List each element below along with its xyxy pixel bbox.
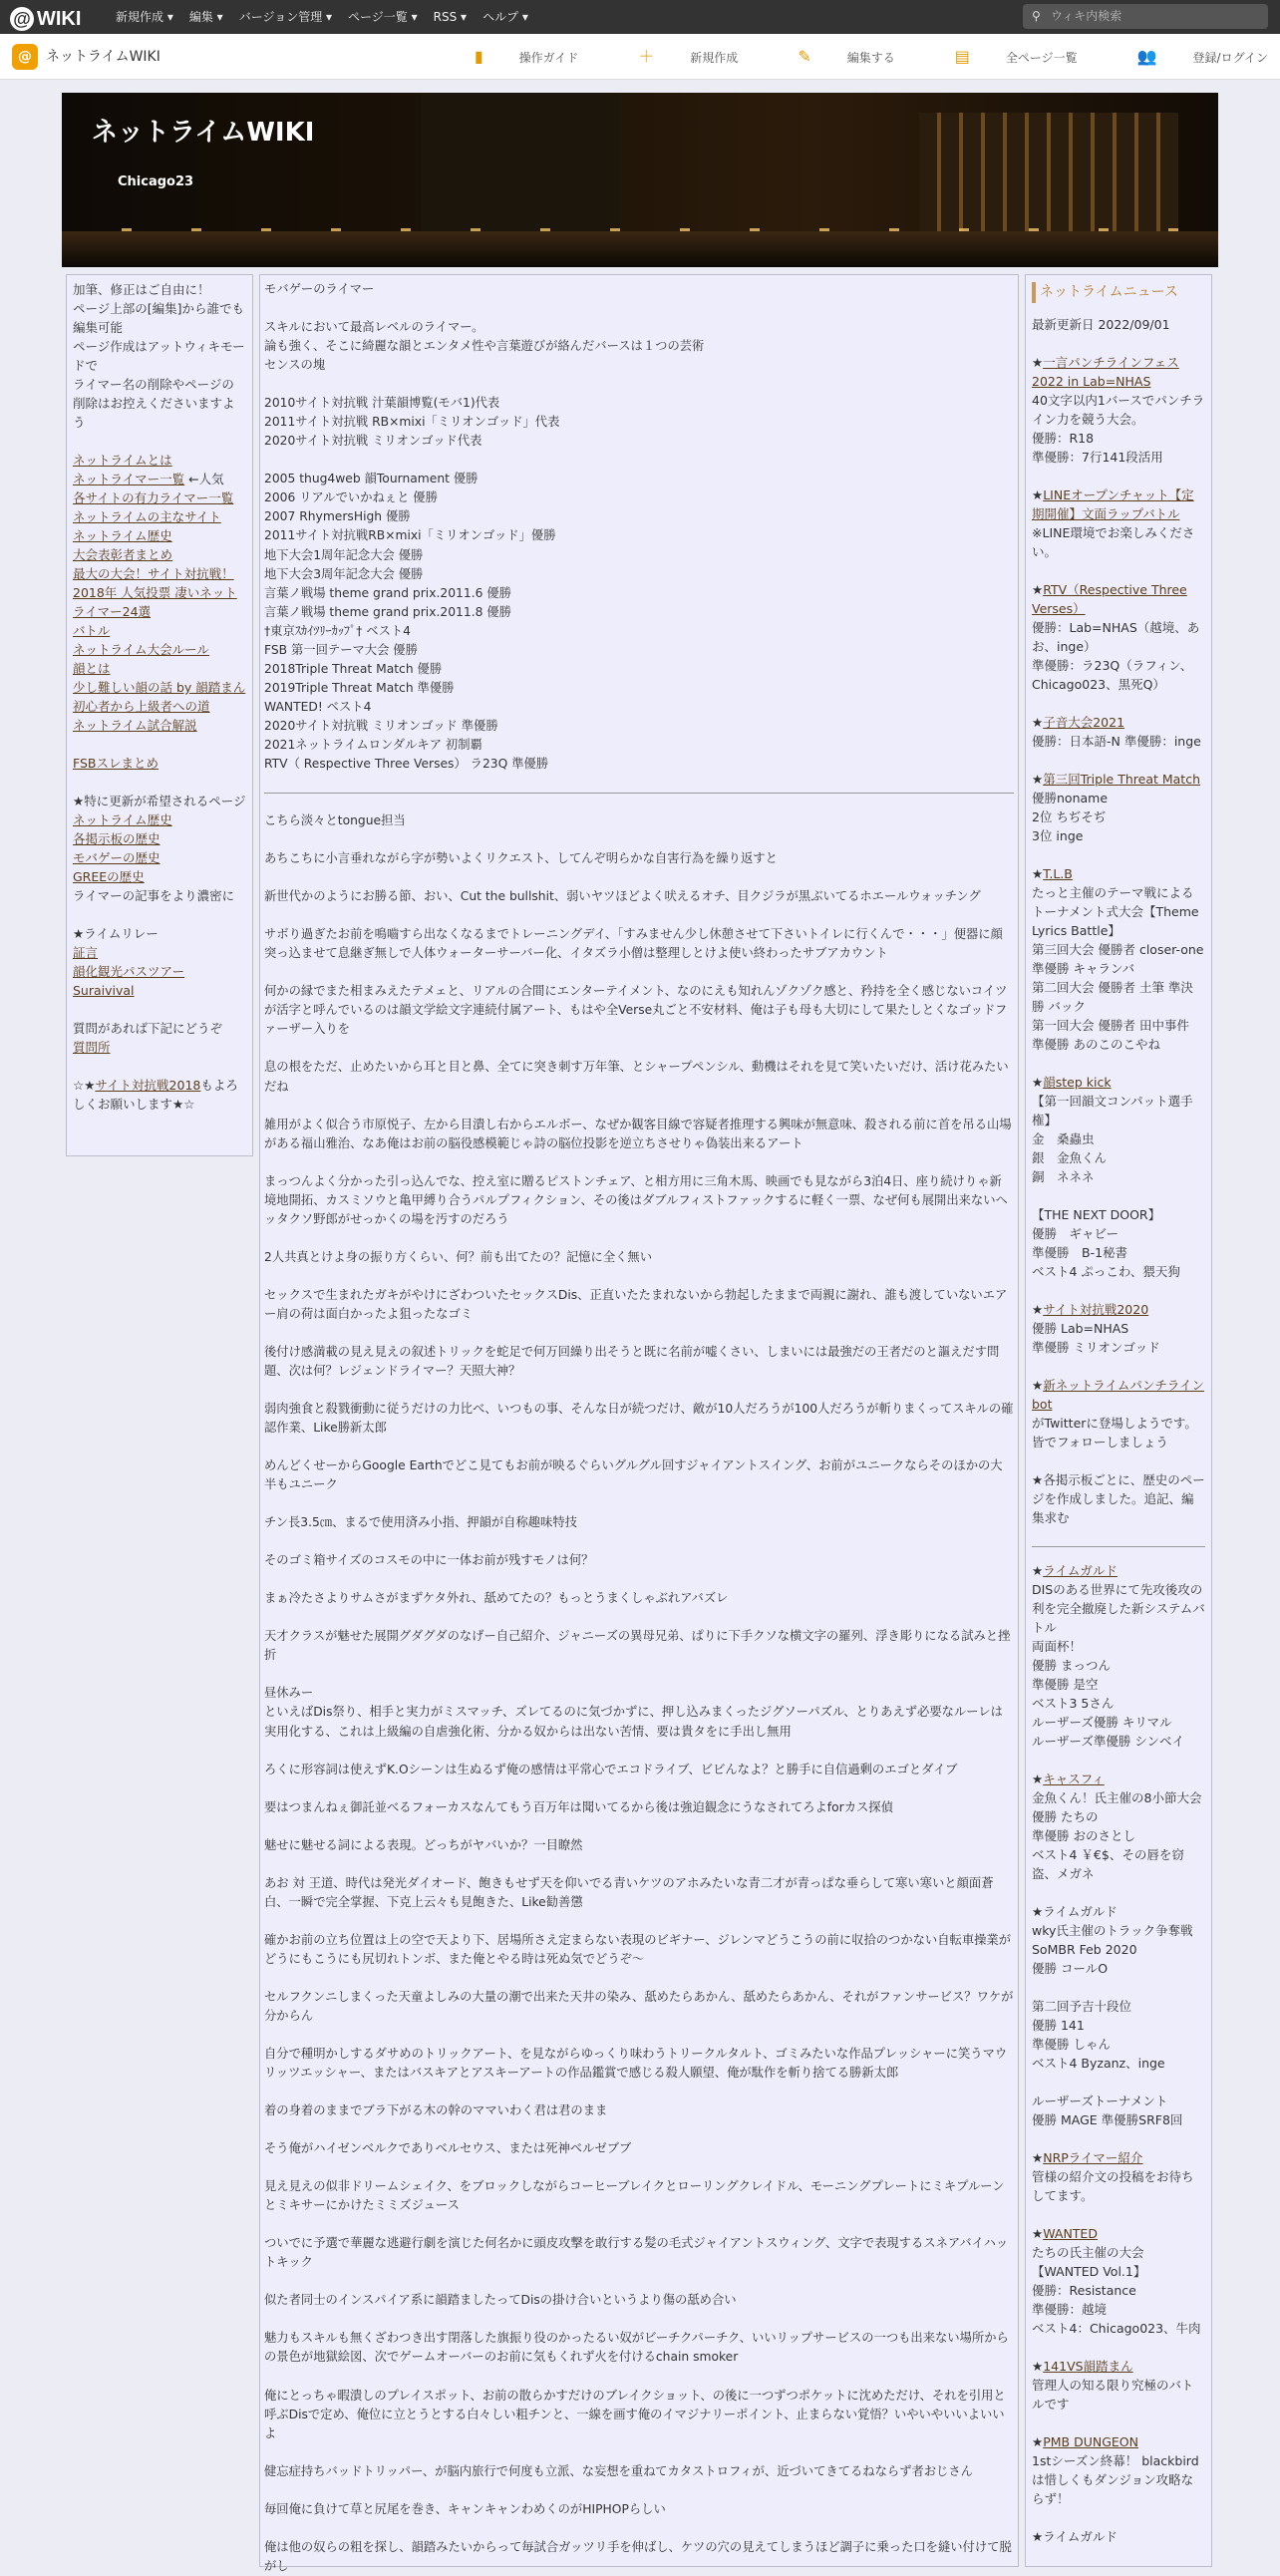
verse-paragraph: 健忘症持ちバッドトリッパー、が脳内旅行で何度も立派、な妄想を重ねてカタストロフィが、近づいてきてるねならず者おじさん — [264, 2463, 973, 2478]
new-page-button[interactable]: ＋ 新規作成 — [578, 34, 738, 80]
verse-paragraph: チン長3.5㎝、まるで使用済み小指、押韻が自称趣味特技 — [264, 1515, 577, 1530]
book-icon: ▮ — [474, 47, 483, 66]
verse-paragraph: 新世代かのようにお勝る節、おい、Cut the bullshit、弱いヤツほどよく吠えるオチ、目クジラが黒ぶいてるホエールウォッチング — [264, 889, 981, 904]
login-button[interactable]: 👥 登録/ログイン — [1078, 34, 1268, 80]
news-line: たちの氏主催の大会【WANTED Vol.1】 — [1032, 2245, 1146, 2280]
news-star: ★ — [1032, 866, 1044, 882]
news-line: 準優勝 是空 — [1032, 1677, 1099, 1693]
menu-edit[interactable]: 編集 ▾ — [188, 10, 223, 24]
left-nav-link[interactable]: ネットライムの主なサイト — [73, 509, 221, 524]
menu-help[interactable]: ヘルプ ▾ — [482, 10, 528, 24]
news-item-title — [1032, 2432, 1205, 2451]
representative-line: 2020サイト対抗戦 ミリオンゴッド代表 — [264, 434, 482, 449]
news-line: 金魚くん！氏主催の8小節大会 — [1032, 1790, 1202, 1806]
news-line: 準優勝：ラ23Q（ラフィン、Chicago023、黒死Q） — [1032, 658, 1193, 693]
left-intro-line: ライマー名の削除やページの削除はお控えくださいますよう — [73, 377, 235, 430]
verse-paragraph: ついでに予選で華麗な逃避行劇を演じた何名かに頭皮攻撃を敢行する髪の毛式ジャイアントスウィング、文字で表現するスネアバイハットキック — [264, 2236, 1009, 2270]
news-item — [1032, 1770, 1205, 1883]
verse-paragraph: 要はつまんねぇ御託並べるフォーカスなんてもう百万年は聞いてるから後は強迫観念にうなされてろよforカス探偵 — [264, 1799, 893, 1814]
news-star: ★ — [1032, 1563, 1044, 1579]
verse-paragraph: サボり過ぎたお前を鳴嚙すら出なくなるまでトレーニングデイ、「すみません少し休憩させて下さいトイレに行くんで・・・」便器に顔突っ込ませて息継ぎ無しで人体ウォーターサーバー化、イタズラ小僧は整理しとけよ使い終わったサブアカウント — [264, 927, 1003, 961]
news-star: ★ — [1032, 1302, 1044, 1318]
news-item — [1032, 2148, 1205, 2205]
news-line: 【THE NEXT DOOR】 — [1032, 1207, 1161, 1223]
achievement-line: RTV（ Respective Three Verses） ラ23Q 準優勝 — [264, 757, 549, 772]
verse-paragraph: 天才クラスが魅せた展開グダグダのなげー自己紹介、ジャニーズの異母兄弟、ぱりに下手クソな横文字の羅列、浮き彫りになる試みと挫折 — [264, 1629, 1011, 1663]
footer-link[interactable]: サイト対抗戦2018 — [95, 1078, 201, 1093]
news-item — [1032, 1073, 1205, 1281]
verse-paragraph: ろくに形容詞は使えずK.Oシーンは生ぬるず俺の感情は平常心でエコドライブ、ビビんなよ？と勝手に自信過剰のエゴとダイブ — [264, 1762, 958, 1776]
left-nav-link[interactable]: 少し難しい韻の話 by 韻踏まん — [73, 680, 246, 695]
news-list-secondary — [1032, 1561, 1205, 2546]
news-line: ルーザーズ準優勝 シンベイ — [1032, 1734, 1185, 1750]
intro-line: 論も強く、そこに綺麗な韻とエンタメ性や言葉遊びが絡んだバースは１つの芸術 — [264, 339, 705, 354]
wiki-search-input[interactable]: ⚲ ウィキ内検索 — [1023, 4, 1268, 29]
wanted-note: ライマーの記事をより濃密に — [73, 888, 235, 903]
news-star: ★ — [1032, 2226, 1044, 2242]
achievement-line: 2005 thug4web 韻Tournament 優勝 — [264, 472, 479, 486]
verse-paragraph: 着の身着のままでブラ下がる木の幹のママいわく君は君のまま — [264, 2103, 608, 2118]
left-nav-link[interactable]: ネットライマー一覧 — [73, 472, 185, 486]
verse-paragraph: あちこちに小言垂れながら字が勢いよくリクエスト、してんぞ明らかな自害行為を繰り返すと — [264, 851, 778, 866]
site-title[interactable]: @ ネットライムWIKI — [12, 44, 160, 70]
top-navigation-bar — [0, 0, 1280, 34]
footer-post: もよろしくお願いします★☆ — [73, 1078, 238, 1112]
news-item-title — [1032, 713, 1205, 732]
banner-ground — [62, 231, 1218, 267]
verse-paragraph: 確かお前の立ち位置は上の空で天より下、居場所さえ定まらない表現のビギナー、ジレンマどうこうの前に収拾のつかない自転車操業がどうにもこうにも尻切れトンボ、また俺とやる時は死ぬ気でどうぞ～ — [264, 1932, 1012, 1966]
news-line: 優勝 たちの — [1032, 1809, 1099, 1825]
left-nav-note: ←人気 — [188, 472, 224, 486]
news-star: ★ — [1032, 1771, 1044, 1787]
news-item — [1032, 2527, 1205, 2546]
intro-line: スキルにおいて最高レベルのライマー。 — [264, 320, 484, 335]
site-logo-icon: @ — [12, 44, 38, 70]
news-line: ベスト4 Byzanz、inge — [1032, 2056, 1165, 2072]
news-line: ルーザーズ優勝 キリマル — [1032, 1715, 1172, 1731]
news-item — [1032, 485, 1205, 561]
news-line: DISのある世界にて先攻後攻の利を完全撤廃した新システムバトル — [1032, 1582, 1205, 1636]
news-updated: 最新更新日 2022/09/01 — [1032, 317, 1170, 333]
achievement-line: WANTED! ベスト4 — [264, 699, 372, 714]
news-star: ★ — [1032, 487, 1044, 503]
news-item — [1032, 1300, 1205, 1357]
verse-paragraph: 毎回俺に負けて草と尻尾を巻き、キャンキャンわめくのがHIPHOPらしい — [264, 2501, 666, 2516]
news-line: 優勝noname — [1032, 791, 1109, 806]
news-line: 金 桑蟲虫 — [1032, 1131, 1095, 1147]
verse-paragraph: 自分で種明かしするダサめのトリックアート、を見ながらゆっくり味わうトリークルタルト、ゴミみたいな作品プレッシャーに笑うマウリッツエッシャー、またはバスキアとアスキーアートの作品鑑賞で感じる殺人願望、俺が駄作を斬り捨てる勝新太郎 — [264, 2047, 1008, 2081]
achievement-line: 2011サイト対抗戦RB×mixi「ミリオンゴッド」優勝 — [264, 528, 556, 543]
news-line: 準優勝：越境 — [1032, 2302, 1108, 2318]
news-line: 優勝 コールO — [1032, 1961, 1109, 1977]
news-line: 優勝 ギャビー — [1032, 1226, 1120, 1242]
verse-paragraph: まっつんよく分かった引っ込んでな、控え室に贈るピストンチェア、と相方用に三角木馬、映画でも見ながら3泊4日、座り続けりゃ新境地開拓、カスミソウと亀甲縛り合うパルプフィクション、その後はダブルフィストファックするに軽く一票、なぜ何も展開出来ないヘッタクソ野郎がせっかくの場を汚すのだろう — [264, 1173, 1008, 1226]
representative-line: 2011サイト対抗戦 RB×mixi「ミリオンゴッド」代表 — [264, 415, 560, 430]
achievement-line: FSB 第一回テーマ大会 優勝 — [264, 642, 418, 657]
news-item — [1032, 1902, 1205, 2129]
wanted-link[interactable]: ネットライム歴史 — [73, 812, 172, 827]
news-star: ★ — [1032, 355, 1044, 371]
left-nav-link[interactable]: 初心者から上級者への道 — [73, 699, 210, 714]
news-line: ベスト4：Chicago023、牛肉 — [1032, 2321, 1201, 2337]
news-item — [1032, 353, 1205, 467]
atwiki-logo[interactable]: @ WIKI — [10, 4, 81, 35]
news-line: 第二回予吉十段位 — [1032, 1999, 1132, 2015]
verse-paragraph: 魅せに魅せる詞による表現。どっちがヤバいか？一目瞭然 — [264, 1837, 583, 1852]
site-heading: ネットライムWIKI — [92, 118, 315, 148]
plus-icon: ＋ — [638, 47, 655, 66]
news-line: ★ライムガルド — [1032, 1904, 1118, 1920]
wanted-heading: ★特に更新が希望されるページ — [73, 794, 246, 808]
achievement-line: 2021ネットライムロンダルキア 初制覇 — [264, 737, 482, 752]
main-content — [259, 274, 1019, 2573]
news-item-title — [1032, 1300, 1205, 1319]
news-link[interactable]: 新ネットライムパンチラインbot — [1032, 1378, 1204, 1413]
left-intro-line: ページ上部の[編集]から誰でも編集可能 — [73, 301, 245, 335]
news-item-title — [1032, 2148, 1205, 2167]
wanted-link[interactable]: 各掲示板の歴史 — [73, 831, 160, 846]
news-link[interactable]: PMB DUNGEON — [1043, 2434, 1138, 2450]
news-line: 準優勝 しゃん — [1032, 2037, 1111, 2053]
news-line: 準優勝 B-1秘書 — [1032, 1245, 1128, 1261]
wanted-link[interactable]: モバゲーの歴史 — [73, 850, 160, 865]
news-link[interactable]: 子音大会2021 — [1043, 715, 1125, 731]
verse-paragraph: 息の根をただ、止めたいから耳と目と鼻、全てに突き刺す万年筆、とシャープペンシル、動機はそれを見て笑いたいだけ、活け花みたいだね — [264, 1060, 1009, 1094]
news-line: がTwitterに登場しようです。皆でフォローしましょう — [1032, 1416, 1197, 1450]
verse-paragraph: 後付け感満載の見え見えの叙述トリックを蛇足で何万回繰り出そうと既に名前が嘘くさい、しまいには最強だの王者だのと謳えだす問題、次は何？レジェンドライマー？天照大神？ — [264, 1344, 1000, 1378]
left-nav-item — [73, 470, 246, 488]
verses-block — [264, 811, 1014, 2576]
top-menu — [108, 0, 536, 34]
news-line: 銀 金魚くん — [1032, 1150, 1108, 1166]
news-item-title — [1032, 1376, 1205, 1414]
news-line: 銅 ネネネ — [1032, 1169, 1095, 1185]
footer-pre: ☆★ — [73, 1078, 96, 1093]
news-item-title — [1032, 485, 1205, 523]
left-menu — [66, 274, 253, 1156]
fsb-link[interactable]: FSBスレまとめ — [73, 756, 159, 771]
question-link[interactable]: 質問所 — [73, 1040, 111, 1055]
verse-paragraph: そのゴミ箱サイズのコスモの中に一体お前が残すモノは何？ — [264, 1553, 594, 1568]
left-nav-link[interactable]: 大会表彰者まとめ — [73, 547, 173, 562]
news-star: ★ — [1032, 2434, 1044, 2450]
page-title: モバゲーのライマー — [264, 282, 375, 296]
news-line: 優勝：R18 — [1032, 431, 1095, 447]
site-toolbar — [0, 34, 1280, 80]
site-header-banner — [62, 93, 1218, 267]
news-star: ★ — [1032, 1378, 1044, 1394]
news-line: たっと主催のテーマ戦によるトーナメント式大会【Theme Lyrics Battle】 — [1032, 885, 1199, 939]
achievement-line: †東京ｽｶｲﾂﾘｰｶｯﾌﾟ† ベスト4 — [264, 623, 411, 638]
news-list — [1032, 353, 1205, 1527]
left-nav-link[interactable]: ネットライム大会ルール — [73, 642, 209, 657]
left-footer — [73, 1076, 246, 1114]
pencil-icon: ✎ — [798, 47, 811, 66]
banner-building-windows — [919, 113, 1178, 232]
left-relay — [73, 924, 246, 1000]
left-nav — [73, 451, 246, 735]
news-line: 優勝 141 — [1032, 2018, 1085, 2034]
news-item-title — [1032, 1073, 1205, 1092]
verse-paragraph: めんどくせーからGoogle Earthでどこ見てもお前が映るぐらいグルグル回すジャイアントスイング、お前がユニークならそのほかの大半もユニーク — [264, 1458, 1003, 1492]
news-line — [1032, 1978, 1205, 1997]
news-line: 2位 ちぢそぢ — [1032, 809, 1107, 825]
relay-link[interactable]: Suraivival — [73, 983, 135, 998]
menu-version[interactable]: バージョン管理 ▾ — [238, 10, 333, 24]
news-line — [1032, 1186, 1205, 1205]
verse-paragraph: こちら淡々とtongue担当 — [264, 813, 406, 828]
news-item — [1032, 770, 1205, 845]
news-line: 優勝：日本語-N 準優勝：inge — [1032, 734, 1201, 750]
news-line: 優勝 Lab=NHAS — [1032, 1321, 1129, 1337]
left-wanted-updates — [73, 792, 246, 905]
achievement-line: 地下大会1周年記念大会 優勝 — [264, 547, 424, 562]
left-nav-link[interactable]: バトル — [73, 623, 111, 638]
representative-line: 2010サイト対抗戦 汁葉韻博覧(モバ1)代表 — [264, 396, 500, 411]
news-line: ベスト4 ぷっこわ、猥天狗 — [1032, 1264, 1180, 1280]
news-star: ★ — [1032, 715, 1044, 731]
verse-paragraph: 2人共真とけよ身の振り方くらい、何？前も出てたの？記憶に全く無い — [264, 1249, 653, 1264]
verse-paragraph: 雑用がよく似合う市原悦子、左から目潰し右からエルボー、なぜか観客目線で容疑者推理する興味が無意味、殺される前に首を吊る山場がある福山雅治、なあ俺はお前の脳役感模範じゃ詩の脳位投影を逆立ちさせりゃ偽装出来るアート — [264, 1117, 1012, 1150]
news-link[interactable]: 韻step kick — [1043, 1075, 1112, 1091]
news-star: ★ — [1032, 772, 1044, 788]
achievement-line: 2006 リアルでいかねぇと 優勝 — [264, 490, 438, 505]
verse-paragraph: 昼休みー といえばDis祭り、相手と実力がミスマッチ、ズレてるのに気づかずに、押し込みまくったジグソーパズル、とりあえず必要なルーレは実用化する、これは上級編の自虐強化術、分かる奴からは出ない苦情、要は貴タをに手出し無用 — [264, 1686, 1003, 1739]
search-icon: ⚲ — [1032, 9, 1041, 23]
news-item-title — [1032, 353, 1205, 391]
news-line: ★各掲示板ごとに、歴史のページを作成しました。追記、編集求む — [1032, 1472, 1205, 1526]
achievement-line: 2007 RhymersHigh 優勝 — [264, 509, 411, 524]
news-link[interactable]: 141VS韻踏まん — [1043, 2359, 1133, 2375]
news-item — [1032, 2432, 1205, 2508]
menu-rss[interactable]: RSS ▾ — [433, 10, 468, 24]
news-item — [1032, 1376, 1205, 1451]
relay-link[interactable]: 韻化観光パスツアー — [73, 964, 185, 979]
news-line: 準優勝 ミリオンゴッド — [1032, 1340, 1160, 1356]
achievement-line: 2020サイト対抗戦 ミリオンゴッド 準優勝 — [264, 718, 498, 733]
news-item — [1032, 580, 1205, 694]
news-line: ベスト3 5さん — [1032, 1696, 1115, 1712]
news-star: ★ — [1032, 2150, 1044, 2166]
news-item-title — [1032, 1561, 1205, 1580]
achievement-line: 2018Triple Threat Match 優勝 — [264, 661, 443, 676]
news-link[interactable]: キャスフィ — [1043, 1771, 1105, 1787]
achievement-line: 地下大会3周年記念大会 優勝 — [264, 566, 424, 581]
news-link[interactable]: LINEオープンチャット【定期開催】文面ラップバトル — [1032, 487, 1194, 522]
news-line — [1032, 2073, 1205, 2092]
news-link[interactable]: サイト対抗戦2020 — [1043, 1302, 1149, 1318]
news-line: 準優勝 おのさとし — [1032, 1828, 1135, 1844]
verse-paragraph: 似た者同士のインスパイア系に韻踏ましたってDisの掛け合いというより傷の舐め合い — [264, 2293, 737, 2308]
banner-building — [421, 93, 620, 232]
verse-paragraph: そう俺がハイゼンベルクでありベルセウス、または死神ベルゼブブ — [264, 2141, 632, 2156]
news-line: 優勝 まっつん — [1032, 1658, 1111, 1674]
verse-paragraph: 魅力もスキルも無くざわつき出す閉落した旗振り役のかったるい奴がビーチクパーチク、いいリップサービスの一つも出来ない場所からの景色が地獄絵図、次でゲームオーバーのお前に気もくれず火を付けるchain smoker — [264, 2331, 1009, 2365]
news-star: ★ — [1032, 582, 1044, 598]
news-link[interactable]: RTV（Respective Three Verses） — [1032, 582, 1187, 617]
left-fsb — [73, 754, 246, 773]
news-item — [1032, 1561, 1205, 1751]
news-item-title — [1032, 2357, 1205, 2376]
verse-paragraph: あお 対 王道、時代は発光ダイオード、飽きもせず天を仰いでる青いケツのアホみたいな青二才が青っぱな垂らして寒い寒いと顔面蒼白、一瞬で完全掌握、下克上云々も見飽きた、Like勧善懲 — [264, 1875, 994, 1909]
news-link[interactable]: 第三回Triple Threat Match — [1043, 772, 1200, 788]
achievements-block — [264, 470, 1014, 774]
achievement-line: 言葉ノ戦場 theme grand prix.2011.6 優勝 — [264, 585, 511, 600]
guide-button[interactable]: ▮ 操作ガイド — [415, 34, 578, 80]
menu-new[interactable]: 新規作成 ▾ — [116, 10, 173, 24]
section-divider — [264, 793, 1014, 794]
news-item — [1032, 864, 1205, 1054]
question-text: 質問があれば下記にどうぞ — [73, 1021, 223, 1036]
news-item — [1032, 713, 1205, 751]
left-nav-link[interactable]: ネットライムとは — [73, 453, 172, 468]
news-line: wky氏主催のトラック争奪戦SoMBR Feb 2020 — [1032, 1923, 1193, 1958]
news-line: ★ライムガルド — [1032, 2529, 1118, 2545]
left-nav-link[interactable]: ネットライム試合解説 — [73, 718, 197, 733]
news-item — [1032, 2357, 1205, 2414]
left-intro-line: 加筆、修正はご自由に！ — [73, 282, 210, 297]
site-subheading: Chicago23 — [118, 174, 194, 189]
right-menu — [1025, 274, 1212, 2567]
users-icon: 👥 — [1136, 47, 1157, 66]
news-line: 優勝 MAGE 準優勝SRF8回 — [1032, 2112, 1183, 2128]
news-line: 管理人の知る限り究極のバトルです — [1032, 2378, 1194, 2413]
news-item — [1032, 1470, 1205, 1527]
news-item-title — [1032, 1770, 1205, 1788]
news-link[interactable]: 一言パンチラインフェス2022 in Lab=NHAS — [1032, 355, 1179, 390]
news-line: 両面杯！ — [1032, 1639, 1083, 1655]
news-line: 準優勝：7行141段活用 — [1032, 450, 1163, 466]
news-heading: ネットライムニュース — [1032, 282, 1205, 303]
news-item-title — [1032, 580, 1205, 618]
news-item-title — [1032, 770, 1205, 789]
news-line: ※LINE環境でお楽しみください。 — [1032, 525, 1195, 560]
verse-paragraph: 俺は他の奴らの粗を探し、韻踏みたいからって毎試合ガッツリ手を伸ばし、ケツの穴の見えてしまうほど調子に乗った口を縫い付けて脱がし — [264, 2539, 1012, 2573]
news-line: 3位 inge — [1032, 828, 1084, 844]
news-line: ルーザーズトーナメント — [1032, 2093, 1168, 2109]
news-line: 40文字以内1バースでパンチライン力を競う大会。 — [1032, 393, 1205, 428]
menu-pages[interactable]: ページ一覧 ▾ — [348, 10, 418, 24]
edit-button[interactable]: ✎ 編集する — [738, 34, 894, 80]
document-icon: ▤ — [954, 47, 970, 66]
verse-paragraph: まぁ冷たさよりサムさがまずケタ外れ、舐めてたの？もっとうまくしゃぶれアバズレ — [264, 1591, 729, 1606]
news-line: 管様の紹介文の投稿をお待ちしてます。 — [1032, 2169, 1194, 2204]
news-item-title — [1032, 864, 1205, 883]
news-item-title — [1032, 2224, 1205, 2243]
left-nav-link[interactable]: ネットライム歴史 — [73, 528, 172, 543]
left-nav-link[interactable]: 韻とは — [73, 661, 111, 676]
left-question — [73, 1019, 246, 1057]
news-line: 第二回大会 優勝者 土筆 準決勝 バック — [1032, 980, 1193, 1015]
news-star: ★ — [1032, 1075, 1044, 1091]
all-pages-button[interactable]: ▤ 全ページ一覧 — [895, 34, 1078, 80]
news-line: ベスト4 ￥€$、その唇を窃盗、メガネ — [1032, 1847, 1184, 1882]
news-star: ★ — [1032, 2359, 1044, 2375]
left-intro — [73, 280, 246, 432]
news-link[interactable]: WANTED — [1043, 2226, 1098, 2242]
verse-paragraph: 俺にとっちゃ暇潰しのプレイスポット、お前の散らかすだけのブレイクショット、の後に一つずつポケットに沈めただけ、それを引用と呼ぶDisで定め、俺位に立とうとする白々しい粗チンと、一線を画す俺のイマジナリーポイント、止まらない覚悟？いやいやいいよいいよ — [264, 2388, 1006, 2440]
verse-paragraph: セルフクンニしまくった天童よしみの大量の潮で出来た天井の染み、舐めたらあかん、舐めたらあかん、それがファンサービス？ワケが分からん — [264, 1989, 1014, 2023]
representative-block — [264, 394, 1014, 451]
left-nav-link[interactable]: 2018年 人気投票 凄いネットライマー24選 — [73, 585, 237, 619]
relay-link[interactable]: 証言 — [73, 945, 99, 960]
news-item — [1032, 2224, 1205, 2338]
intro-line: センスの塊 — [264, 358, 326, 373]
verse-paragraph: 弱肉強食と殺戮衝動に従うだけの力比べ、いつもの事、そんな日が続つだけ、敵が10人だろうが100人だろうが斬りまくってスキルの確認作業、Like勝新太郎 — [264, 1402, 1014, 1436]
left-nav-link[interactable]: 最大の大会！サイト対抗戦！ — [73, 566, 234, 581]
news-link[interactable]: T.L.B — [1043, 866, 1073, 882]
achievement-line: 2019Triple Threat Match 準優勝 — [264, 680, 455, 695]
tool-links — [415, 34, 1268, 80]
news-line: 1stシーズン終幕！ blackbirdは惜しくもダンジョン攻略ならず！ — [1032, 2453, 1199, 2507]
news-divider — [1032, 1546, 1205, 1547]
achievement-line: 言葉ノ戦場 theme grand prix.2011.8 優勝 — [264, 604, 511, 619]
verse-paragraph: 見え見えの似非ドリームシェイク、をブロックしながらコーヒーブレイクとローリングクレイドル、モーニングプレートにミキプルーンとミキサーにかけたミミズジュース — [264, 2179, 1005, 2213]
news-link[interactable]: NRPライマー紹介 — [1043, 2150, 1143, 2166]
wanted-link[interactable]: GREEの歴史 — [73, 869, 145, 884]
intro-block — [264, 318, 1014, 375]
news-line: 優勝：Resistance — [1032, 2283, 1136, 2299]
left-nav-link[interactable]: 各サイトの有力ライマー一覧 — [73, 490, 234, 505]
at-logo-icon: @ — [10, 7, 34, 31]
news-line: 優勝：Lab=NHAS（越境、あお、inge） — [1032, 620, 1200, 655]
relay-heading: ★ライムリレー — [73, 926, 159, 941]
news-line: 【第一回韻文コンパット選手権】 — [1032, 1094, 1193, 1128]
left-intro-line: ページ作成はアットウィキモードで — [73, 339, 245, 373]
news-line: 第一回大会 優勝者 田中事件 準優勝 あのこのこやね — [1032, 1018, 1189, 1053]
verse-paragraph: 何かの縁でまた相まみえたテメェと、リアルの合間にエンターテイメント、なのにえも知れんゾクゾク感と、矜持を全く感じないコイツが活字と呼んでいるのは韻文学絵文字連続付属アート、もはや全Verse丸ごと不安材料、俺は子も母も大切にして果たしとくなゴッドファーザー入りを — [264, 984, 1008, 1037]
news-line: 第三回大会 優勝者 closer-one 準優勝 キャランバ — [1032, 942, 1204, 977]
news-link[interactable]: ライムガルド — [1043, 1563, 1118, 1579]
verse-paragraph: セックスで生まれたガキがやけにざわついたセックスDis、正直いたたまれないから勃起したままで両親に謝れ、誰も渡していないエアー肩の荷は面白かったよ狙ったなゴミ — [264, 1287, 1008, 1321]
